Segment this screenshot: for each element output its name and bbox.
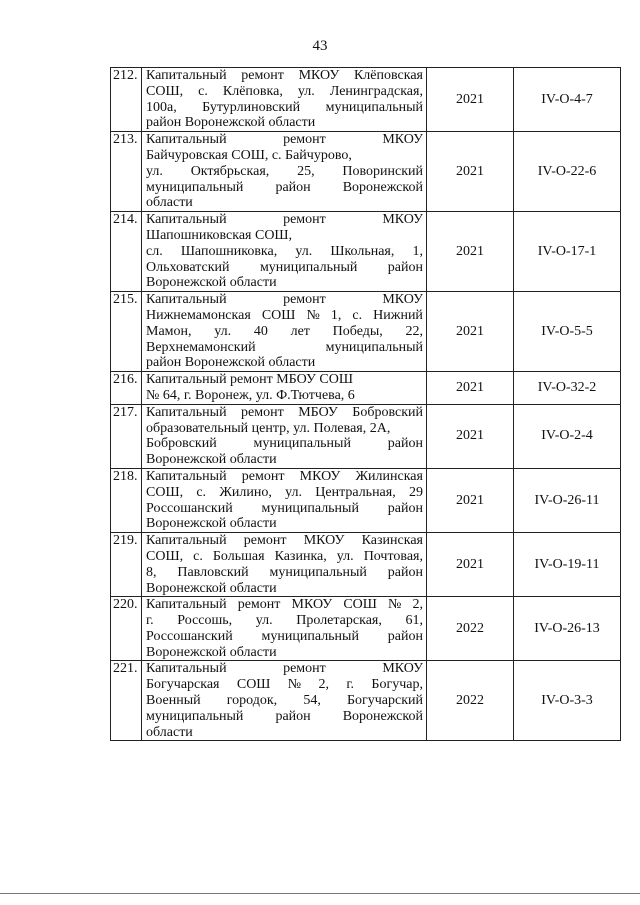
row-number: 213. (111, 132, 142, 212)
row-description (142, 68, 427, 132)
description-word: СОШ, (146, 484, 184, 500)
row-number: 215. (111, 292, 142, 372)
description-line (146, 693, 423, 709)
description-line (146, 516, 423, 532)
table-row (111, 468, 621, 532)
description-word: Шапошниковка, (180, 243, 278, 259)
description-word: 1, (330, 307, 342, 323)
row-code: IV-O-4-7 (514, 68, 621, 132)
row-code: IV-O-26-11 (514, 468, 621, 532)
description-line (146, 485, 423, 501)
description-word: Воронежской области (146, 644, 277, 660)
description-line (146, 709, 423, 725)
description-word: 2, (412, 597, 423, 613)
description-line (146, 645, 423, 661)
description-word: с. (196, 484, 207, 500)
description-word: Клёповская (353, 68, 423, 83)
row-description (142, 292, 427, 372)
table-row (111, 132, 621, 212)
description-word: № (287, 677, 302, 693)
description-word: 54, (303, 693, 321, 709)
table-body (111, 68, 621, 741)
description-word: Капитальный (146, 212, 227, 228)
description-word: Капитальный (146, 661, 227, 677)
description-word: Воронежской области (146, 452, 277, 468)
description-word: Октябрьская, (190, 163, 270, 179)
description-word: с. (352, 307, 363, 323)
description-word: Казинка, (274, 548, 327, 564)
description-word: муниципальный (259, 259, 358, 275)
description-word: МКОУ (291, 597, 333, 613)
description-word: Капитальный ремонт МБОУ СОШ (146, 372, 353, 388)
description-line (146, 84, 423, 100)
bottom-rule (0, 893, 640, 894)
description-word: Богучарский (346, 693, 423, 709)
description-word: СОШ (236, 677, 271, 693)
description-line (146, 388, 423, 404)
description-word: Воронежской (342, 179, 423, 195)
description-word: Капитальный (146, 404, 227, 420)
description-word: МКОУ (298, 68, 340, 83)
row-code: IV-O-17-1 (514, 212, 621, 292)
row-year: 2021 (427, 68, 514, 132)
description-word: образовательный центр, ул. Полевая, 2А, (146, 420, 391, 436)
description-line (146, 164, 423, 180)
description-word: Нижний (373, 307, 423, 323)
description-word: Россошанский (146, 500, 233, 516)
description-word: МКОУ (382, 292, 423, 308)
row-number: 218. (111, 468, 142, 532)
table-row (111, 404, 621, 468)
projects-table (110, 67, 621, 741)
description-word: Богучар, (371, 677, 423, 693)
description-word: с. (198, 83, 208, 99)
table-row (111, 372, 621, 405)
description-word: ул. (285, 484, 302, 500)
description-line (146, 613, 423, 629)
description-word: 2, (318, 677, 330, 693)
description-word: Ленинградская, (329, 83, 423, 99)
description-word: области (146, 724, 193, 740)
description-word: Казинская (361, 533, 423, 549)
description-word: Победы, (332, 323, 383, 339)
row-number: 220. (111, 597, 142, 661)
row-number: 212. (111, 68, 142, 132)
description-line (146, 533, 423, 549)
description-word: Капитальный (146, 468, 227, 484)
description-line (146, 132, 423, 148)
description-line (146, 244, 423, 260)
row-number: 217. (111, 404, 142, 468)
table-row (111, 597, 621, 661)
description-word: МКОУ (382, 132, 423, 148)
description-word: Мамон, (146, 323, 192, 339)
description-line (146, 501, 423, 517)
description-line (146, 260, 423, 276)
description-word: области (146, 195, 193, 211)
description-line (146, 324, 423, 340)
description-line (146, 436, 423, 452)
description-word: г. (146, 613, 154, 629)
description-word: ул. (297, 83, 315, 99)
description-word: Военный (146, 693, 201, 709)
description-word: Воронежской области (146, 580, 277, 596)
description-word: район (275, 179, 311, 195)
description-word: Россошанский (146, 628, 233, 644)
description-word: муниципальный (146, 179, 244, 195)
description-word: Капитальный (146, 292, 227, 308)
description-word: МКОУ (303, 533, 345, 549)
row-description (142, 404, 427, 468)
description-word: Жилинская (355, 468, 423, 484)
description-word: сл. (146, 243, 163, 259)
description-word: № 64, г. Воронеж, ул. Ф.Тютчева, 6 (146, 387, 355, 403)
row-code: IV-O-5-5 (514, 292, 621, 372)
description-word: муниципальный (325, 99, 423, 115)
description-line (146, 195, 423, 211)
description-line (146, 452, 423, 468)
description-line (146, 661, 423, 677)
table-row (111, 533, 621, 597)
description-word: СОШ, (146, 83, 184, 99)
description-word: ремонт (237, 597, 281, 613)
description-word: Капитальный (146, 132, 227, 148)
description-word: Воронежской области (146, 516, 277, 532)
description-word: ремонт (283, 661, 326, 677)
description-word: МКОУ (382, 212, 423, 228)
description-line (146, 405, 423, 421)
description-line (146, 115, 423, 131)
description-line (146, 228, 423, 244)
description-word: СОШ, (146, 548, 184, 564)
row-description (142, 132, 427, 212)
row-number: 216. (111, 372, 142, 405)
description-word: муниципальный (261, 500, 359, 516)
description-word: ремонт (283, 132, 326, 148)
description-line (146, 292, 423, 308)
description-word: ремонт (283, 212, 326, 228)
description-word: Жилино, (219, 484, 272, 500)
description-line (146, 275, 423, 291)
description-word: Верхнемамонский (146, 339, 256, 355)
description-word: Поворинский (342, 163, 423, 179)
description-word: Клёповка, (222, 83, 283, 99)
row-year: 2022 (427, 661, 514, 741)
description-line (146, 421, 423, 437)
description-word: Пролетарская, (296, 613, 382, 629)
row-number: 214. (111, 212, 142, 292)
row-code: IV-O-22-6 (514, 132, 621, 212)
description-word: район Воронежской области (146, 115, 316, 131)
description-word: Воронежской области (146, 275, 277, 291)
description-line (146, 212, 423, 228)
description-word: муниципальный (269, 564, 367, 580)
description-word: Богучарская (146, 677, 220, 693)
row-year: 2021 (427, 468, 514, 532)
description-line (146, 629, 423, 645)
description-word: район (275, 708, 311, 724)
description-word: 1, (412, 243, 423, 259)
description-word: район Воронежской области (146, 355, 316, 371)
description-word: Бобровский (352, 404, 423, 420)
description-line (146, 725, 423, 741)
description-word: ремонт (241, 68, 284, 83)
description-word: МКОУ (299, 468, 341, 484)
description-line (146, 308, 423, 324)
description-word: Нижнемамонская (146, 307, 251, 323)
row-code: IV-O-19-11 (514, 533, 621, 597)
description-word: муниципальный (253, 436, 351, 452)
description-word: Воронежской (342, 708, 423, 724)
table-row (111, 212, 621, 292)
description-word: район (387, 259, 423, 275)
description-word: Бутурлиновский (202, 99, 301, 115)
table-row (111, 292, 621, 372)
description-word: Бобровский (146, 436, 217, 452)
description-word: Байчуровская СОШ, с. Байчурово, (146, 147, 352, 163)
description-word: СОШ (261, 307, 296, 323)
description-word: 8, (146, 564, 157, 580)
row-year: 2021 (427, 533, 514, 597)
description-word: Капитальный (146, 533, 227, 549)
row-year: 2021 (427, 212, 514, 292)
description-word: МКОУ (382, 661, 423, 677)
row-description (142, 372, 427, 405)
description-line (146, 68, 423, 84)
description-word: 40 (253, 323, 268, 339)
description-word: 22, (405, 323, 423, 339)
description-word: 100а, (146, 99, 177, 115)
row-code: IV-O-32-2 (514, 372, 621, 405)
description-word: муниципальный (261, 628, 359, 644)
description-word: район (387, 500, 423, 516)
description-word: МБОУ (298, 404, 338, 420)
description-line (146, 677, 423, 693)
description-word: ул. (295, 243, 313, 259)
description-word: ул. (336, 548, 354, 564)
description-line (146, 581, 423, 597)
description-word: ремонт (241, 404, 284, 420)
description-word: СОШ (343, 597, 377, 613)
description-word: ул. (146, 163, 163, 179)
description-line (146, 148, 423, 164)
description-word: Центральная, (315, 484, 396, 500)
description-word: ремонт (283, 292, 326, 308)
description-line (146, 340, 423, 356)
description-word: 25, (297, 163, 315, 179)
row-description (142, 212, 427, 292)
description-word: с. (193, 548, 203, 564)
description-word: Большая (212, 548, 265, 564)
description-word: район (387, 436, 423, 452)
description-line (146, 549, 423, 565)
description-line (146, 100, 423, 116)
row-description (142, 661, 427, 741)
row-number: 221. (111, 661, 142, 741)
description-word: муниципальный (146, 708, 244, 724)
description-word: Капитальный (146, 597, 227, 613)
row-year: 2021 (427, 292, 514, 372)
description-word: Почтовая, (363, 548, 423, 564)
row-year: 2021 (427, 372, 514, 405)
description-word: 29 (408, 484, 423, 500)
row-description (142, 468, 427, 532)
description-word: г. (346, 677, 355, 693)
description-word: Школьная, (330, 243, 395, 259)
description-word: № (388, 597, 402, 613)
row-number: 219. (111, 533, 142, 597)
description-line (146, 372, 423, 388)
description-word: ремонт (241, 468, 285, 484)
description-word: Россошь, (177, 613, 233, 629)
row-description (142, 597, 427, 661)
description-word: городок, (226, 693, 278, 709)
description-word: Шапошниковская СОШ, (146, 227, 293, 243)
description-word: № (306, 307, 320, 323)
description-word: район (387, 564, 423, 580)
row-code: IV-O-3-3 (514, 661, 621, 741)
description-word: лет (290, 323, 310, 339)
description-line (146, 469, 423, 485)
row-description (142, 533, 427, 597)
row-year: 2021 (427, 404, 514, 468)
description-line (146, 565, 423, 581)
description-line (146, 597, 423, 613)
row-code: IV-O-26-13 (514, 597, 621, 661)
table-row (111, 68, 621, 132)
description-line (146, 180, 423, 196)
description-word: Павловский (177, 564, 249, 580)
page-number: 43 (312, 38, 328, 54)
description-word: 61, (405, 613, 423, 629)
description-line (146, 355, 423, 371)
description-word: Ольховатский (146, 259, 230, 275)
description-word: муниципальный (325, 339, 423, 355)
row-code: IV-O-2-4 (514, 404, 621, 468)
description-word: ул. (214, 323, 232, 339)
table-row (111, 661, 621, 741)
description-word: Капитальный (146, 68, 227, 83)
row-year: 2022 (427, 597, 514, 661)
description-word: ремонт (243, 533, 287, 549)
description-word: район (387, 628, 423, 644)
description-word: ул. (255, 613, 273, 629)
row-year: 2021 (427, 132, 514, 212)
